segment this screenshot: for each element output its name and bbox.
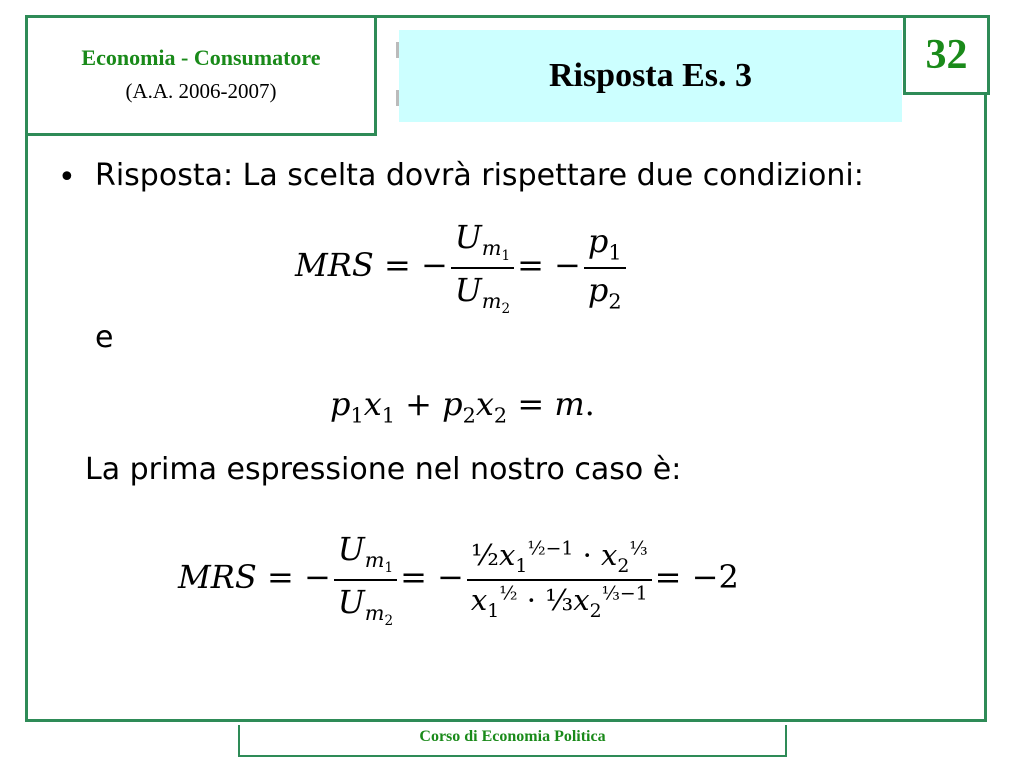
answer-line: Risposta: La scelta dovrà rispettare due condizioni: xyxy=(95,158,864,193)
course-title: Economia - Consumatore xyxy=(81,45,321,70)
connector-text: e xyxy=(95,320,114,355)
slide-number: 32 xyxy=(925,32,968,78)
course-header-box xyxy=(25,15,377,136)
footer-box xyxy=(238,725,787,757)
mrs-calculation: MRS = − $\frac{U_{m_1}}{U_{m_2}}$ = − $\frac{\frac{1}{2}x_1^{\frac{1}{2}-1} \cdot x_2^{\frac{1}{3}}}{x_1^{\frac{1}{2}} \cdot \frac{1}{3}x_2^{\frac{1}{3}-1}}$ = −2 xyxy=(178,530,739,630)
slide-title: Risposta Es. 3 xyxy=(548,57,753,94)
mrs-result: = −2 xyxy=(654,558,739,597)
bullet-icon: • xyxy=(58,160,76,195)
slide-title-box xyxy=(399,30,902,122)
slide-number-box xyxy=(903,15,990,95)
budget-equation: $p_1x_1 + p_2x_2 = m$. xyxy=(330,385,595,428)
course-year: (A.A. 2006-2007) xyxy=(125,79,277,103)
footer-text: Corso di Economia Politica xyxy=(419,728,606,745)
explanation-line: La prima espressione nel nostro caso è: xyxy=(85,452,682,487)
mrs-equation: MRS = − $\frac{U_{m_1}}{U_{m_2}}$ = − $\frac{p_1}{p_2}$ xyxy=(295,218,629,317)
